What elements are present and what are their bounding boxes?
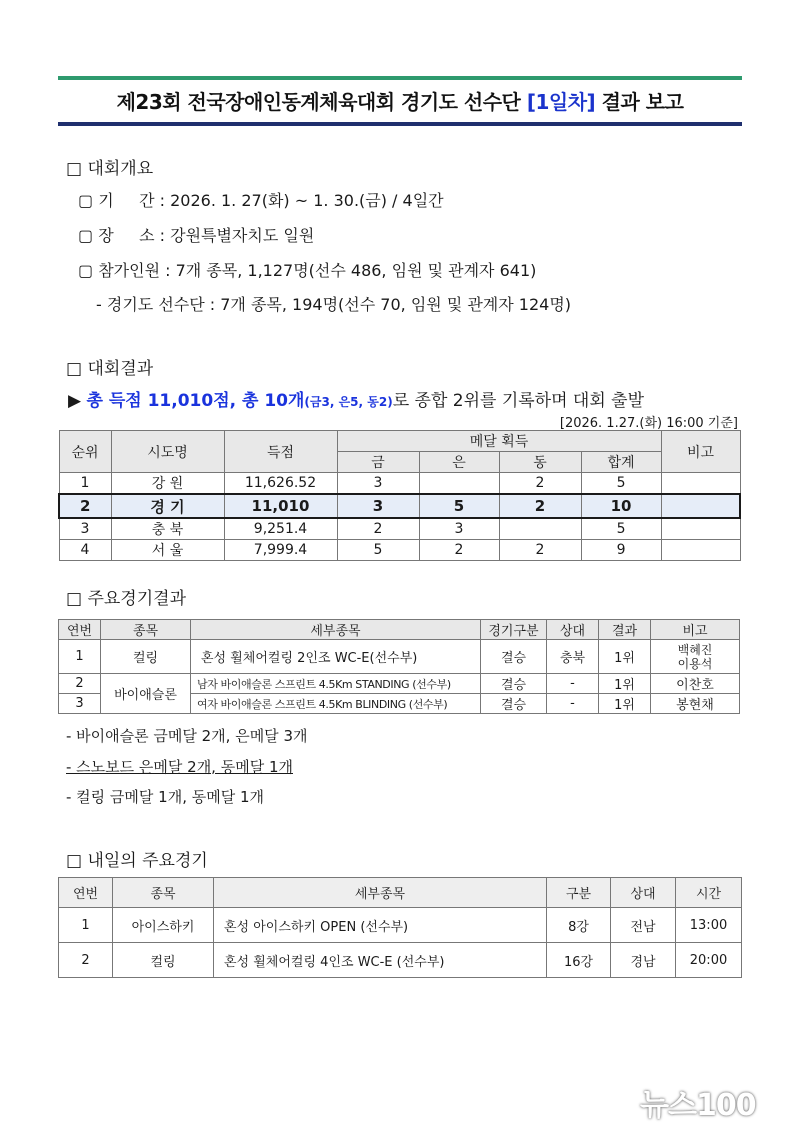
table-cell: 서 울 bbox=[111, 540, 224, 561]
table-cell: 혼성 아이스하키 OPEN (선수부) bbox=[214, 908, 547, 943]
table-row bbox=[59, 943, 742, 978]
table-cell: 혼성 휠체어컬링 2인조 WC-E(선수부) bbox=[191, 640, 481, 674]
standings-table bbox=[58, 430, 741, 561]
table-cell: 5 bbox=[581, 473, 661, 495]
table-row-highlight bbox=[59, 494, 740, 518]
header-no: 연번 bbox=[59, 878, 113, 908]
table-cell: 5 bbox=[337, 540, 419, 561]
page-title bbox=[58, 86, 742, 115]
header-opponent: 상대 bbox=[547, 620, 599, 640]
table-cell bbox=[661, 473, 740, 495]
results-heading: □ 대회결과 bbox=[66, 359, 154, 379]
table-cell: 1 bbox=[59, 640, 101, 674]
header-gold: 금 bbox=[337, 452, 419, 473]
table-cell: 강 원 bbox=[111, 473, 224, 495]
title-bottom-rule bbox=[58, 122, 742, 126]
table-cell: 3 bbox=[59, 694, 101, 714]
header-sport: 종목 bbox=[113, 878, 214, 908]
table-cell: - bbox=[547, 694, 599, 714]
table-cell: 7,999.4 bbox=[224, 540, 337, 561]
table-cell bbox=[419, 473, 499, 495]
table-cell: 3 bbox=[419, 518, 499, 540]
header-opponent: 상대 bbox=[611, 878, 676, 908]
table-cell: 2 bbox=[419, 540, 499, 561]
table-row bbox=[59, 908, 742, 943]
header-rank: 순위 bbox=[59, 431, 111, 473]
header-score: 득점 bbox=[224, 431, 337, 473]
major-results-table bbox=[58, 619, 740, 714]
tomorrow-heading: □ 내일의 주요경기 bbox=[66, 851, 208, 871]
results-summary bbox=[68, 386, 644, 411]
watermark-logo: 뉴스100 bbox=[640, 1088, 756, 1123]
table-cell: 결승 bbox=[481, 694, 547, 714]
table-cell: 11,010 bbox=[224, 494, 337, 518]
table-cell: 4 bbox=[59, 540, 111, 561]
table-cell: 2 bbox=[499, 473, 581, 495]
title-highlight: [1일차] bbox=[526, 90, 596, 114]
table-cell: 2 bbox=[499, 494, 581, 518]
table-row bbox=[59, 540, 740, 561]
table-cell bbox=[661, 540, 740, 561]
table-cell: 봉현채 bbox=[651, 694, 740, 714]
table-cell: 경 기 bbox=[111, 494, 224, 518]
table-cell: 결승 bbox=[481, 674, 547, 694]
table-cell: 아이스하키 bbox=[113, 908, 214, 943]
results-as-of: [2026. 1.27.(화) 16:00 기준] bbox=[559, 416, 738, 431]
table-cell: 이찬호 bbox=[651, 674, 740, 694]
table-cell: 5 bbox=[419, 494, 499, 518]
table-cell: 백혜진 이용석 bbox=[651, 640, 740, 674]
table-cell: 16강 bbox=[547, 943, 611, 978]
table-cell bbox=[661, 518, 740, 540]
header-total: 합계 bbox=[581, 452, 661, 473]
table-cell: 컬링 bbox=[101, 640, 191, 674]
table-cell: 11,626.52 bbox=[224, 473, 337, 495]
header-note: 비고 bbox=[661, 431, 740, 473]
table-cell: 9,251.4 bbox=[224, 518, 337, 540]
table-cell: 5 bbox=[581, 518, 661, 540]
table-cell bbox=[661, 494, 740, 518]
table-cell: 3 bbox=[59, 518, 111, 540]
table-cell: 2 bbox=[59, 494, 111, 518]
table-cell: 2 bbox=[59, 943, 113, 978]
table-cell: 20:00 bbox=[676, 943, 742, 978]
table-row bbox=[59, 640, 740, 674]
table-cell: 2 bbox=[499, 540, 581, 561]
table-cell: 2 bbox=[337, 518, 419, 540]
table-cell: 8강 bbox=[547, 908, 611, 943]
table-cell bbox=[499, 518, 581, 540]
table-cell: 남자 바이애슬론 스프린트 4.5Km STANDING (선수부) bbox=[191, 674, 481, 694]
header-region: 시도명 bbox=[111, 431, 224, 473]
table-cell: 2 bbox=[59, 674, 101, 694]
table-cell: 바이애슬론 bbox=[101, 674, 191, 714]
header-round: 구분 bbox=[547, 878, 611, 908]
header-result: 결과 bbox=[599, 620, 651, 640]
major-results-heading: □ 주요경기결과 bbox=[66, 589, 186, 609]
bullet-snowboard: - 스노보드 은메달 2개, 동메달 1개 bbox=[66, 758, 293, 776]
summary-rest: 로 종합 2위를 기록하며 대회 출발 bbox=[392, 391, 645, 411]
tomorrow-table bbox=[58, 877, 742, 978]
table-cell: 전남 bbox=[611, 908, 676, 943]
table-cell: 경남 bbox=[611, 943, 676, 978]
table-cell: 1 bbox=[59, 473, 111, 495]
table-cell: 충북 bbox=[547, 640, 599, 674]
table-row bbox=[59, 518, 740, 540]
summary-arrow-icon: ▶ bbox=[68, 391, 82, 411]
overview-heading: □ 대회개요 bbox=[66, 159, 154, 179]
overview-gyeonggi: - 경기도 선수단 : 7개 종목, 194명(선수 70, 임원 및 관계자 124명) bbox=[96, 295, 572, 314]
title-top-rule bbox=[58, 76, 742, 80]
table-cell: 컬링 bbox=[113, 943, 214, 978]
table-cell: 10 bbox=[581, 494, 661, 518]
overview-participants: ▢ 참가인원 : 7개 종목, 1,127명(선수 486, 임원 및 관계자 641) bbox=[78, 261, 537, 280]
header-event: 세부종목 bbox=[214, 878, 547, 908]
table-cell: - bbox=[547, 674, 599, 694]
table-cell: 3 bbox=[337, 494, 419, 518]
table-cell: 9 bbox=[581, 540, 661, 561]
bullet-biathlon: - 바이애슬론 금메달 2개, 은메달 3개 bbox=[66, 727, 308, 745]
table-cell: 1위 bbox=[599, 674, 651, 694]
overview-period: ▢ 기 간 : 2026. 1. 27(화) ~ 1. 30.(금) / 4일간 bbox=[78, 191, 444, 210]
table-cell: 결승 bbox=[481, 640, 547, 674]
table-cell: 3 bbox=[337, 473, 419, 495]
header-medals: 메달 획득 bbox=[337, 431, 661, 452]
table-row bbox=[59, 674, 740, 694]
title-suffix: 결과 보고 bbox=[595, 90, 684, 114]
table-cell: 13:00 bbox=[676, 908, 742, 943]
table-cell: 1위 bbox=[599, 694, 651, 714]
table-cell: 충 북 bbox=[111, 518, 224, 540]
bullet-curling: - 컬링 금메달 1개, 동메달 1개 bbox=[66, 788, 265, 806]
header-type: 경기구분 bbox=[481, 620, 547, 640]
table-row bbox=[59, 473, 740, 495]
title-banner bbox=[58, 76, 742, 126]
title-prefix: 제23회 전국장애인동계체육대회 경기도 선수단 bbox=[116, 90, 527, 114]
header-silver: 은 bbox=[419, 452, 499, 473]
header-note: 비고 bbox=[651, 620, 740, 640]
table-cell: 1위 bbox=[599, 640, 651, 674]
header-time: 시간 bbox=[676, 878, 742, 908]
table-cell: 여자 바이애슬론 스프린트 4.5Km BLINDING (선수부) bbox=[191, 694, 481, 714]
table-cell: 1 bbox=[59, 908, 113, 943]
header-event: 세부종목 bbox=[191, 620, 481, 640]
header-bronze: 동 bbox=[499, 452, 581, 473]
summary-bold: 총 득점 11,010점, 총 10개(금3, 은5, 동2) bbox=[86, 391, 393, 411]
header-no: 연번 bbox=[59, 620, 101, 640]
overview-venue: ▢ 장 소 : 강원특별자치도 일원 bbox=[78, 226, 315, 245]
header-sport: 종목 bbox=[101, 620, 191, 640]
table-cell: 혼성 휠체어컬링 4인조 WC-E (선수부) bbox=[214, 943, 547, 978]
